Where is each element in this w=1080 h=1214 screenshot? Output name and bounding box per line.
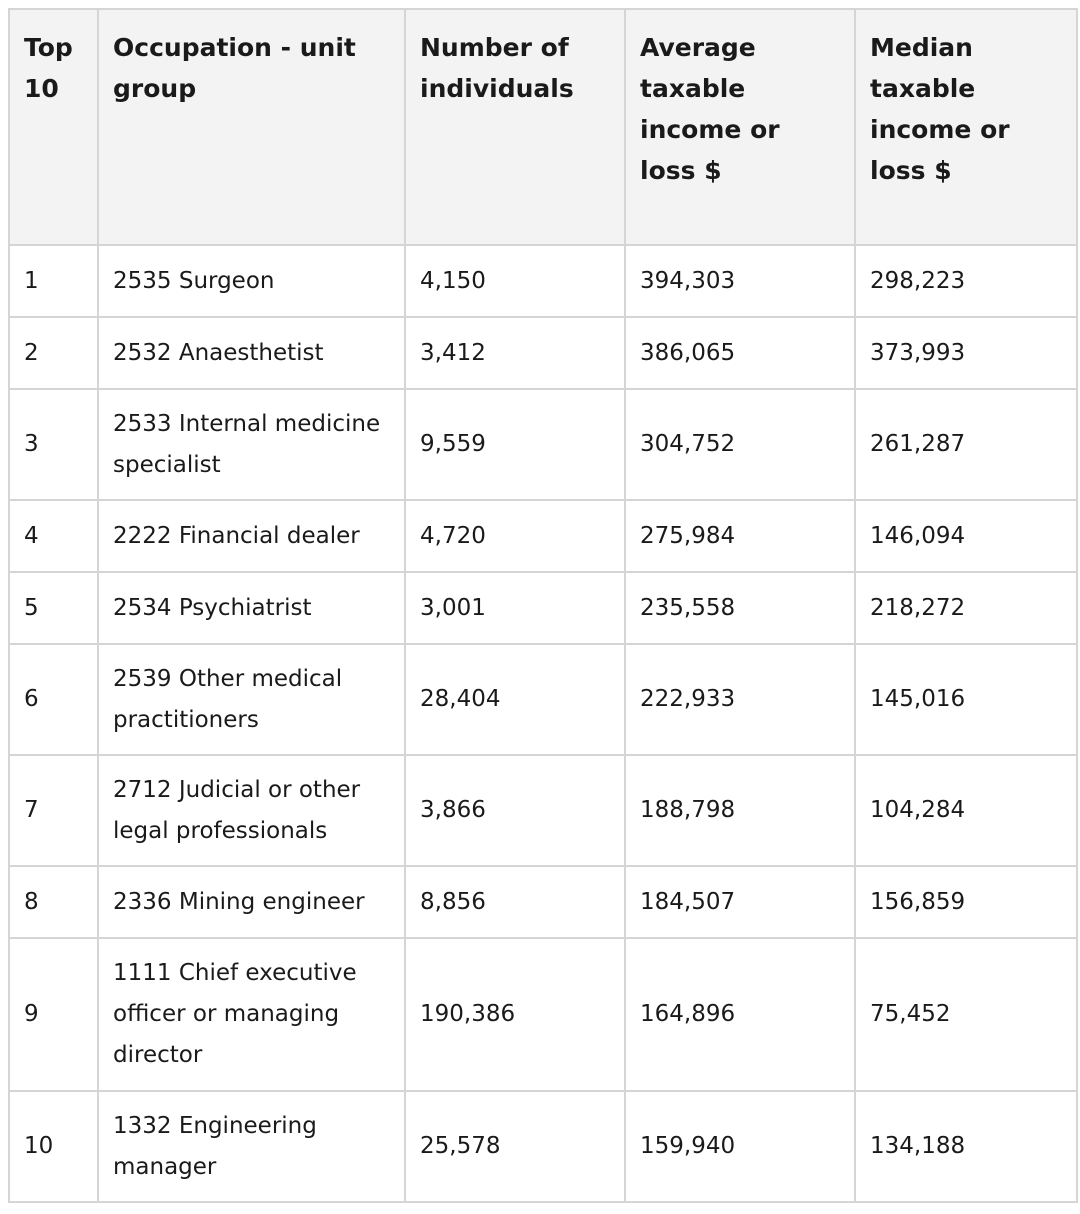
cell-median: 218,272 (855, 572, 1077, 644)
cell-individuals: 4,720 (405, 500, 625, 572)
cell-median: 75,452 (855, 938, 1077, 1091)
table-row (9, 866, 1077, 938)
cell-average: 188,798 (625, 755, 855, 866)
cell-occupation: 2222 Financial dealer (98, 500, 405, 572)
cell-rank: 7 (9, 755, 98, 866)
cell-occupation: 2336 Mining engineer (98, 866, 405, 938)
cell-individuals: 28,404 (405, 644, 625, 755)
cell-occupation: 2533 Internal medicine specialist (98, 389, 405, 500)
table-row (9, 1091, 1077, 1202)
table-row (9, 938, 1077, 1091)
cell-occupation: 1111 Chief executive officer or managing director (98, 938, 405, 1091)
cell-rank: 5 (9, 572, 98, 644)
cell-occupation: 2539 Other medical practitioners (98, 644, 405, 755)
income-table-container (8, 8, 1076, 1203)
cell-occupation: 1332 Engineering manager (98, 1091, 405, 1202)
header-number-of-individuals: Number of individuals (405, 9, 625, 245)
cell-rank: 4 (9, 500, 98, 572)
top-10-occupations-table (8, 8, 1078, 1203)
table-row (9, 644, 1077, 755)
cell-rank: 9 (9, 938, 98, 1091)
cell-average: 159,940 (625, 1091, 855, 1202)
cell-average: 222,933 (625, 644, 855, 755)
header-occupation: Occupation - unit group (98, 9, 405, 245)
cell-median: 104,284 (855, 755, 1077, 866)
table-row (9, 317, 1077, 389)
table-row (9, 389, 1077, 500)
cell-median: 134,188 (855, 1091, 1077, 1202)
cell-occupation: 2712 Judicial or other legal professionals (98, 755, 405, 866)
cell-average: 235,558 (625, 572, 855, 644)
cell-median: 373,993 (855, 317, 1077, 389)
table-row (9, 245, 1077, 317)
cell-rank: 1 (9, 245, 98, 317)
cell-occupation: 2532 Anaesthetist (98, 317, 405, 389)
table-row (9, 755, 1077, 866)
table-header-row (9, 9, 1077, 245)
cell-rank: 10 (9, 1091, 98, 1202)
cell-average: 164,896 (625, 938, 855, 1091)
cell-occupation: 2534 Psychiatrist (98, 572, 405, 644)
cell-average: 394,303 (625, 245, 855, 317)
cell-individuals: 190,386 (405, 938, 625, 1091)
header-rank: Top 10 (9, 9, 98, 245)
cell-rank: 2 (9, 317, 98, 389)
cell-average: 386,065 (625, 317, 855, 389)
cell-individuals: 25,578 (405, 1091, 625, 1202)
cell-individuals: 9,559 (405, 389, 625, 500)
cell-individuals: 3,001 (405, 572, 625, 644)
cell-median: 145,016 (855, 644, 1077, 755)
table-row (9, 500, 1077, 572)
cell-median: 146,094 (855, 500, 1077, 572)
cell-individuals: 3,866 (405, 755, 625, 866)
cell-average: 304,752 (625, 389, 855, 500)
cell-rank: 3 (9, 389, 98, 500)
cell-individuals: 8,856 (405, 866, 625, 938)
cell-rank: 8 (9, 866, 98, 938)
header-median-taxable-income: Median taxable income or loss $ (855, 9, 1077, 245)
cell-average: 184,507 (625, 866, 855, 938)
cell-median: 261,287 (855, 389, 1077, 500)
cell-average: 275,984 (625, 500, 855, 572)
cell-median: 298,223 (855, 245, 1077, 317)
cell-rank: 6 (9, 644, 98, 755)
cell-median: 156,859 (855, 866, 1077, 938)
cell-individuals: 3,412 (405, 317, 625, 389)
header-average-taxable-income: Average taxable income or loss $ (625, 9, 855, 245)
cell-individuals: 4,150 (405, 245, 625, 317)
table-row (9, 572, 1077, 644)
cell-occupation: 2535 Surgeon (98, 245, 405, 317)
